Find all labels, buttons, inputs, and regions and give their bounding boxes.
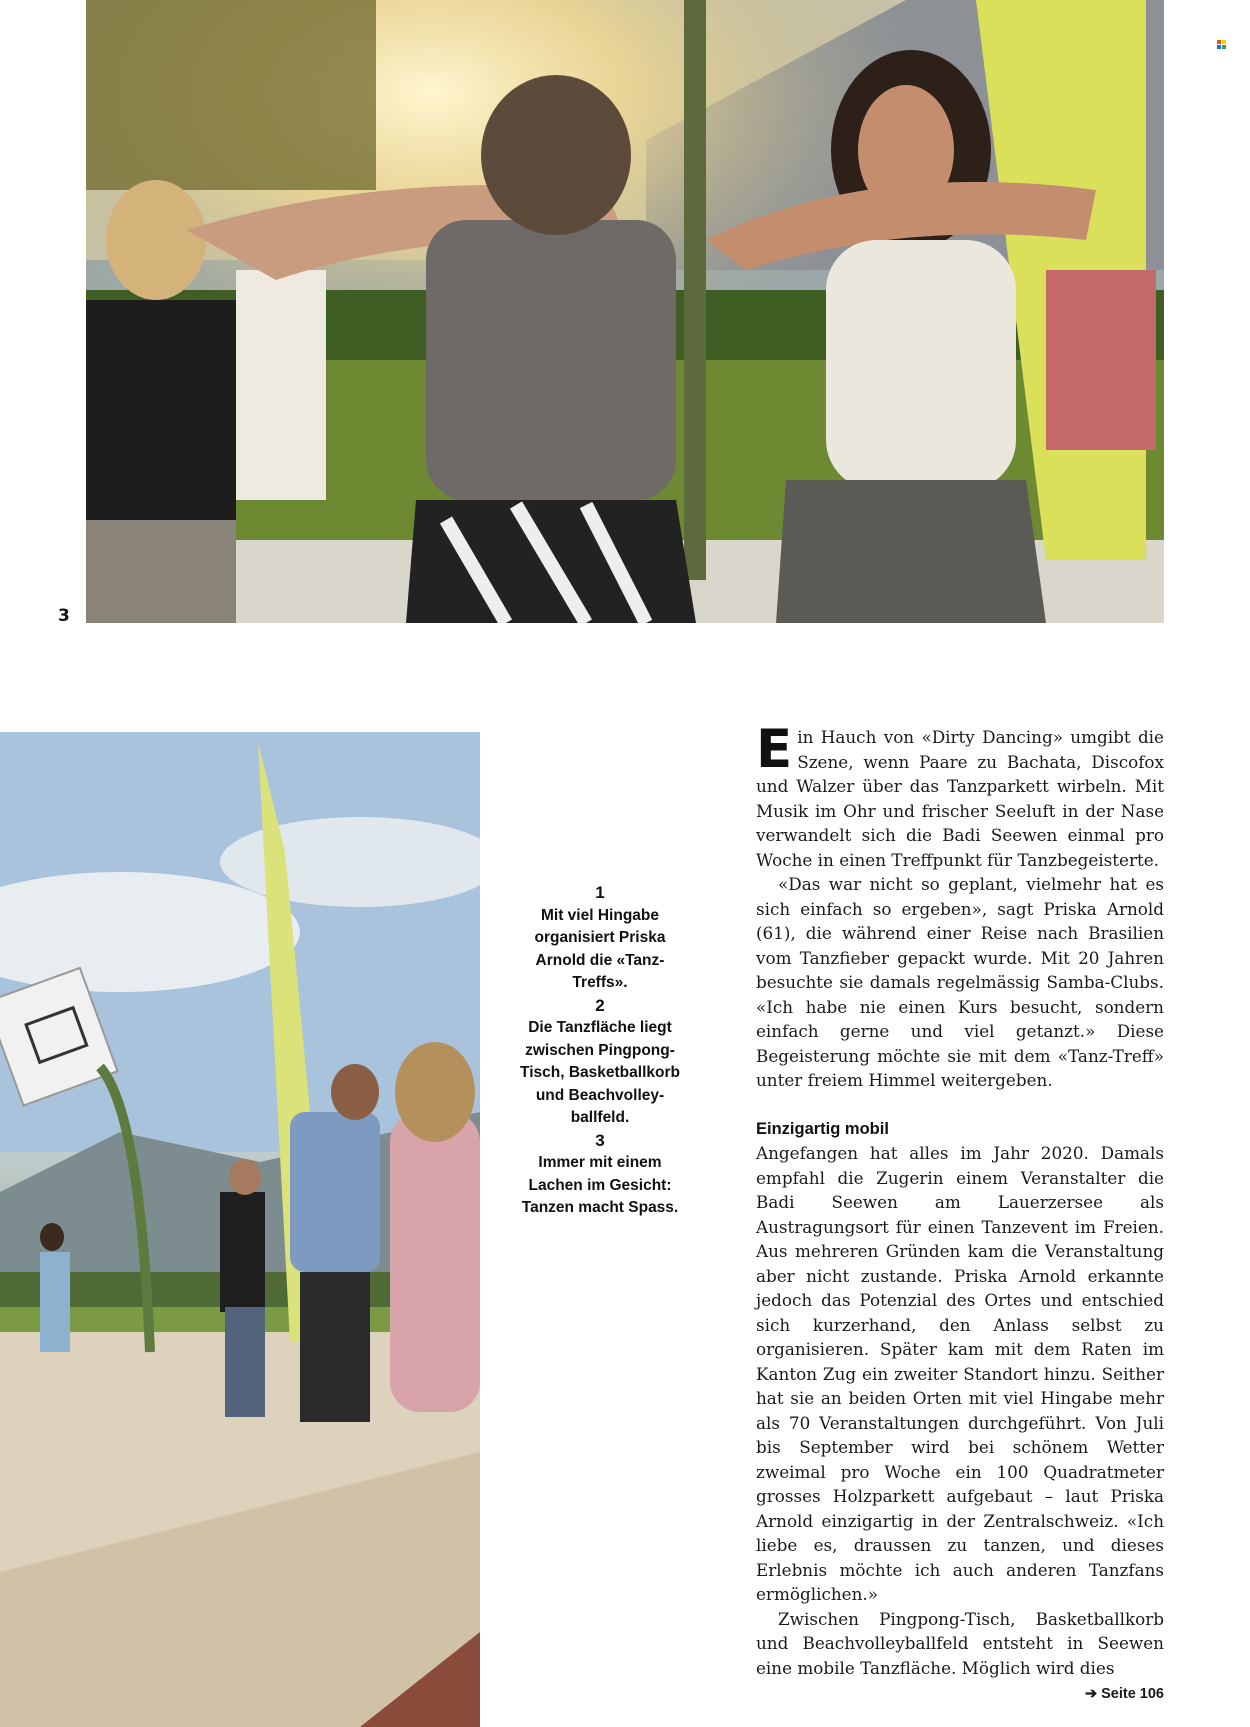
paragraph-4-text: Zwischen Pingpong-Tisch, Basketballkorb und Beachvolleyballfeld entsteht in Seewen eine mobile Tanzfläche. Möglich wird dies xyxy=(756,1608,1164,1678)
paragraph-1-text: in Hauch von «Dirty Dancing» umgibt die Szene, wenn Paare zu Bachata, Discofox und Walzer über das Tanzparkett wirbeln. Mit Musik im Ohr und frischer Seeluft in der Nase verwandelt sich die Badi Seewen einmal pro Woche in einen Treffpunkt für Tanzbegeisterte. xyxy=(756,727,1164,870)
caption-number-2: 2 xyxy=(595,995,605,1015)
article-subheading: Einzigartig mobil xyxy=(756,1119,889,1138)
top-photo-dancers xyxy=(86,0,1164,623)
drop-cap: E xyxy=(756,719,793,780)
article-body xyxy=(756,719,1164,1707)
publisher-logo-mark xyxy=(1217,34,1226,43)
article-paragraph-3: Angefangen hat alles im Jahr 2020. Damals empfahl die Zugerin einem Veranstalter die Badi Seewen am Lauerzersee als Austragungsort für einen Tanzevent im Freien. Aus mehreren Gründen kam die Veranstaltung aber nicht zustande. Priska Arnold erkannte jedoch das Potenzial des Ortes und entschied sich kurzerhand, den Anlass selbst zu organisieren. Später kam mit dem Raten im Kanton Zug ein zweiter Standort hinzu. Seither hat sie an beiden Orten mit viel Hingabe mehr als 70 Veranstaltungen durchgeführt. Von Juli bis September wird bei schönem Wetter zweimal pro Woche ein 100 Quadratmeter grosses Holzparkett aufgebaut – laut Priska Arnold einzigartig in der Zentralschweiz. «Ich liebe es, draussen zu tanzen, und dieses Erlebnis möchte ich auch anderen Tanzfans ermöglichen.» xyxy=(756,1143,1164,1604)
caption-text-2: Die Tanzfläche liegt zwischen Pingpong-Tisch, Basketballkorb und Beachvolley-ballfeld. xyxy=(520,1019,680,1126)
continued-page-link[interactable]: ➔ Seite 106 xyxy=(1084,1686,1164,1702)
left-photo-illustration xyxy=(0,732,480,1727)
left-photo-dance-floor xyxy=(0,732,480,1727)
photo-captions xyxy=(515,882,685,1220)
article-paragraph-2: «Das war nicht so geplant, vielmehr hat es sich einfach so ergeben», sagt Priska Arnold (61), die während einer Reise nach Brasilien vom Tanzfieber gepackt wurde. Mit 20 Jahren besuchte sie damals regelmässig Samba-Clubs. «Ich habe nie einen Kurs besucht, sondern einfach gerne und viel getanzt.» Diese Begeisterung möchte sie mit dem «Tanz-Treff» unter freiem Himmel weitergeben. xyxy=(756,874,1164,1090)
logo-squares-icon xyxy=(1217,40,1226,49)
caption-number-3: 3 xyxy=(595,1130,605,1150)
top-photo-illustration xyxy=(86,0,1164,623)
caption-text-1: Mit viel Hingabe organisiert Priska Arnold die «Tanz-Treffs». xyxy=(534,906,666,991)
photo-number: 3 xyxy=(58,606,70,626)
caption-text-3: Immer mit einem Lachen im Gesicht: Tanzen macht Spass. xyxy=(521,1154,679,1216)
article-paragraph-1 xyxy=(756,719,1164,872)
article-paragraph-4 xyxy=(756,1607,1164,1702)
caption-number-1: 1 xyxy=(595,883,605,902)
